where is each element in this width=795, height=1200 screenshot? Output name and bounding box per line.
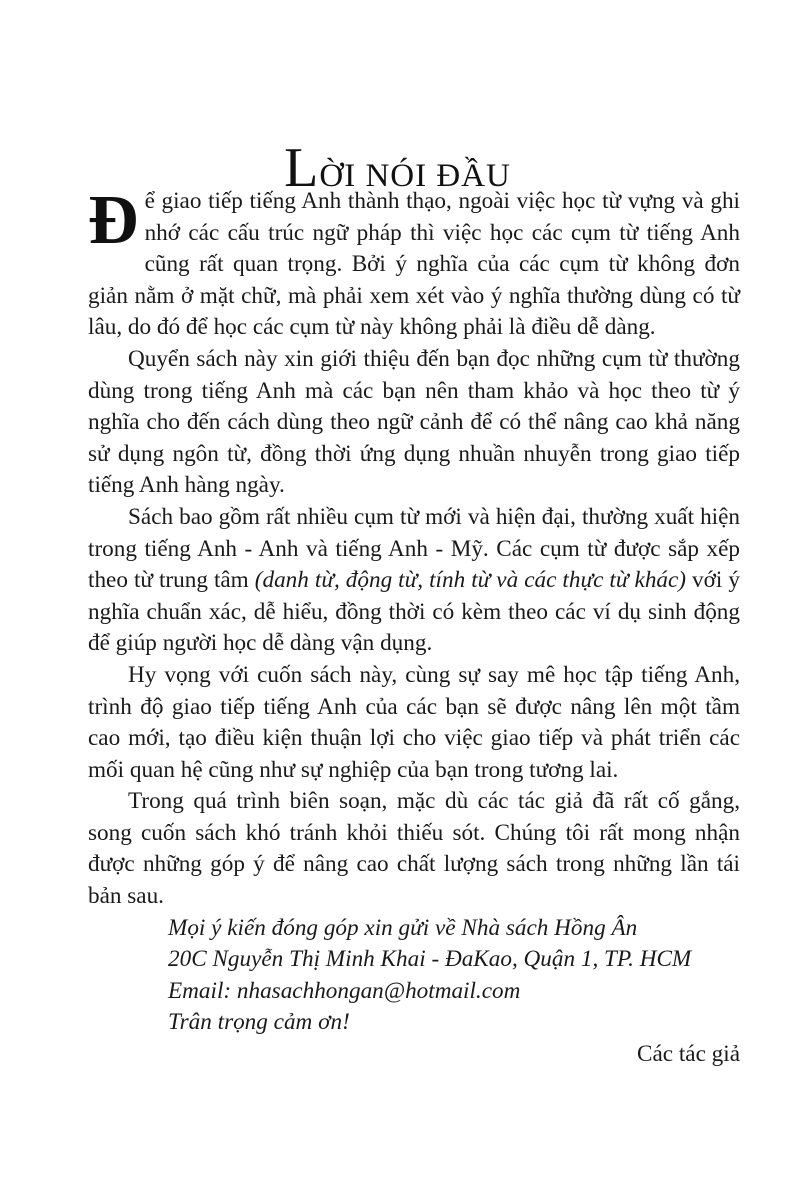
paragraph-3 <box>88 502 740 660</box>
drop-cap: Đ <box>88 182 139 259</box>
contact-address: 20C Nguyễn Thị Minh Khai - ĐaKao, Quận 1, TP. HCM <box>168 946 692 973</box>
contact-email: Email: nhasachhongan@hotmail.com <box>168 977 521 1004</box>
paragraph-1 <box>88 182 740 344</box>
paragraph-2: Quyển sách này xin giới thiệu đến bạn đọc những cụm từ thường dùng trong tiếng Anh mà các bạn nên tham khảo và học theo từ ý nghĩa cho đến cách dùng theo ngữ cảnh để có thể nâng cao khả năng sử dụng ngôn từ, đồng thời ứng dụng nhuần nhuyễn trong giao tiếp tiếng Anh hàng ngày. <box>88 345 740 499</box>
preface-body <box>88 182 740 1071</box>
paragraph-3-text-b: với ý nghĩa chuẩn xác, dễ hiểu, đồng thời có kèm theo các ví dụ sinh động để giúp người học dễ dàng vận dụng. <box>88 567 740 657</box>
contact-thanks: Trân trọng cảm ơn! <box>168 1009 350 1036</box>
title-rest: ỜI NÓI ĐẦU <box>319 158 511 194</box>
contact-line-1: Mọi ý kiến đóng góp xin gửi về Nhà sách Hồng Ân <box>168 914 638 941</box>
paragraph-4: Hy vọng với cuốn sách này, cùng sự say mê học tập tiếng Anh, trình độ giao tiếp tiếng Anh của các bạn sẽ được nâng lên một tầm cao mới, tạo điều kiện thuận lợi cho việc giao tiếp và phát triển các mối quan hệ cũng như sự nghiệp của bạn trong tương lai. <box>88 661 740 783</box>
paragraph-3-italic: (danh từ, động từ, tính từ và các thực từ khác) <box>254 567 687 594</box>
paragraph-1-text: ể giao tiếp tiếng Anh thành thạo, ngoài việc học từ vựng và ghi nhớ các cấu trúc ngữ pháp thì việc học các cụm từ tiếng Anh cũng rất quan trọng. Bởi ý nghĩa của các cụm từ không đơn giản nằm ở mặt chữ, mà phải xem xét vào ý nghĩa thường dùng có từ lâu, do đó để học các cụm từ này không phải là điều dễ dàng. <box>88 188 740 341</box>
paragraph-5: Trong quá trình biên soạn, mặc dù các tác giả đã rất cố gắng, song cuốn sách khó tránh khỏi thiếu sót. Chúng tôi rất mong nhận được những góp ý để nâng cao chất lượng sách trong những lần tái bản sau. <box>88 788 740 910</box>
signature: Các tác giả <box>637 1041 740 1068</box>
paragraph-3-text-a: Sách bao gồm rất nhiều cụm từ mới và hiện đại, thường xuất hiện trong tiếng Anh - Anh và tiếng Anh - Mỹ. Các cụm từ được sắp xếp theo từ trung tâm <box>88 503 740 594</box>
title-initial: L <box>284 137 320 199</box>
